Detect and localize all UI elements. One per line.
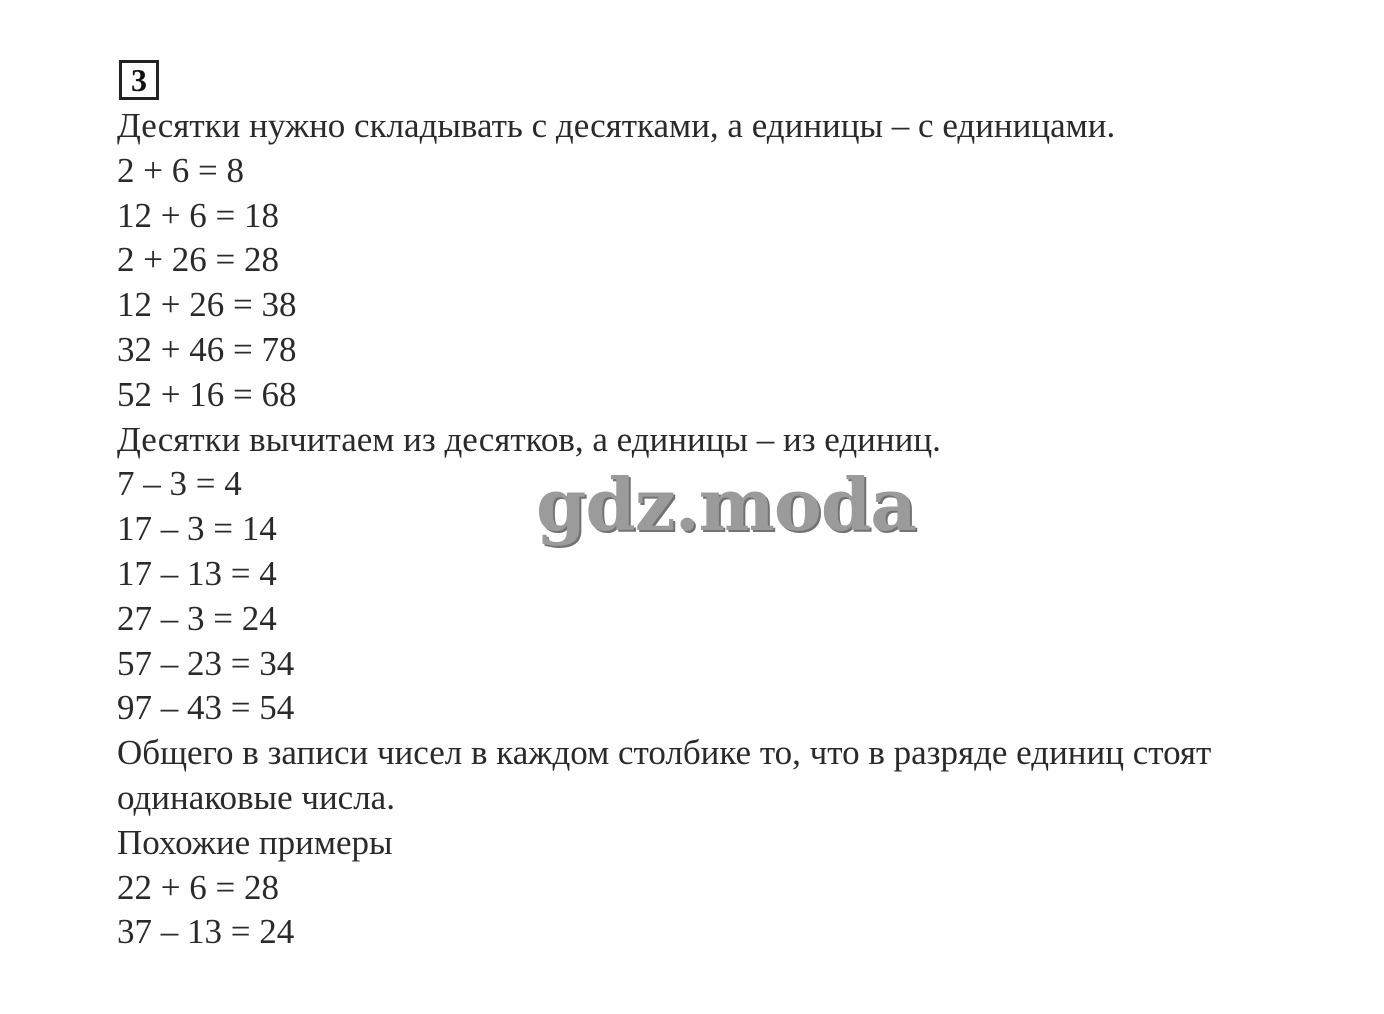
- equation-line: 7 – 3 = 4: [117, 464, 242, 504]
- watermark-logo: gdz.moda: [536, 462, 916, 547]
- equation-line: 12 + 26 = 38: [117, 285, 297, 325]
- equation-line: 2 + 26 = 28: [117, 240, 279, 280]
- equation-line: 27 – 3 = 24: [117, 598, 277, 638]
- equation-line: 17 – 3 = 14: [117, 509, 277, 549]
- text-line: одинаковые числа.: [117, 777, 395, 817]
- equation-line: 37 – 13 = 24: [117, 912, 295, 952]
- equation-line: 97 – 43 = 54: [117, 688, 295, 728]
- text-line: Общего в записи чисел в каждом столбике то, что в разряде единиц стоят: [117, 733, 1212, 773]
- equation-line: 52 + 16 = 68: [117, 374, 297, 414]
- equation-line: 12 + 6 = 18: [117, 195, 279, 235]
- text-line: Десятки нужно складывать с десятками, а единицы – с единицами.: [117, 106, 1116, 145]
- equation-line: 17 – 13 = 4: [117, 553, 277, 593]
- equation-line: 57 – 23 = 34: [117, 643, 295, 683]
- text-line: Похожие примеры: [117, 822, 393, 862]
- equation-line: 22 + 6 = 28: [117, 867, 279, 907]
- task-number-box: 3: [119, 60, 159, 100]
- text-line: Десятки вычитаем из десятков, а единицы – из единиц.: [117, 419, 941, 459]
- equation-line: 32 + 46 = 78: [117, 329, 297, 369]
- equation-line: 2 + 6 = 8: [117, 150, 244, 190]
